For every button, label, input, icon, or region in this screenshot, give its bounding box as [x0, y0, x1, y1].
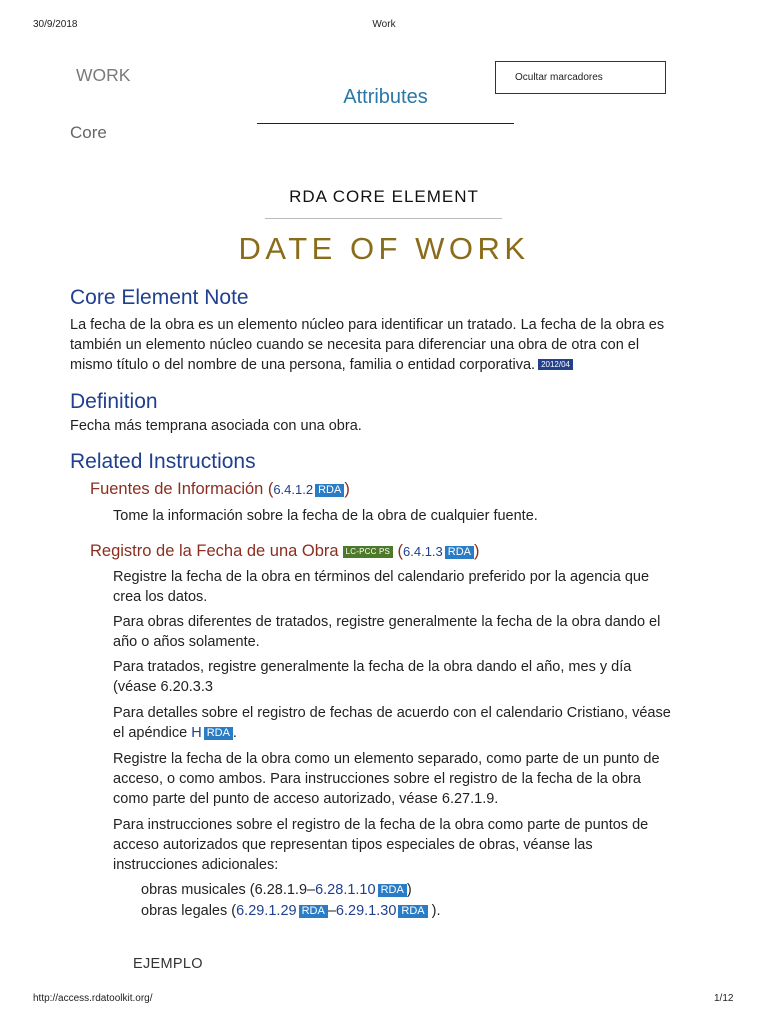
- rda-badge[interactable]: RDA: [378, 884, 407, 897]
- legal-prefix: obras legales (: [141, 903, 237, 919]
- recording-heading-row: [90, 542, 480, 561]
- lc-pcc-ps-badge[interactable]: LC-PCC PS: [343, 546, 393, 558]
- rda-badge[interactable]: RDA: [299, 905, 328, 918]
- recording-p6-line-3: instrucciones adicionales:: [113, 857, 279, 873]
- print-date: 30/9/2018: [33, 19, 78, 30]
- recording-p2-line-2: año o años solamente.: [113, 634, 260, 650]
- legal-ref-link-1[interactable]: 6.29.1.29: [236, 903, 297, 919]
- rda-badge[interactable]: RDA: [445, 546, 474, 559]
- sources-close-paren: ): [344, 480, 350, 498]
- music-ref-link[interactable]: 6.28.1.10: [315, 882, 376, 898]
- recording-open-paren: (: [397, 542, 404, 560]
- recording-p1-line-1: Registre la fecha de la obra en términos del calendario preferido por la agencia que: [113, 569, 650, 585]
- rda-badge[interactable]: RDA: [204, 727, 233, 740]
- recording-p6-line-2: acceso autorizados que representan tipos especiales de obras, véanse las: [113, 837, 593, 853]
- definition-text: Fecha más temprana asociada con una obra.: [70, 418, 362, 434]
- appendix-prefix: el apéndice: [113, 725, 188, 741]
- definition-heading: Definition: [70, 390, 158, 413]
- recording-p5-line-1: Registre la fecha de la obra como un elemento separado, como parte de un punto de: [113, 751, 660, 767]
- footer-page-number: 1/12: [714, 993, 734, 1004]
- recording-ref-link[interactable]: 6.4.1.3: [403, 544, 443, 559]
- core-note-line-2: también un elemento núcleo cuando se necesita para diferenciar una obra de otra con el: [70, 337, 640, 353]
- rda-badge[interactable]: RDA: [315, 484, 344, 497]
- footer-url: http://access.rdatoolkit.org/: [33, 993, 153, 1004]
- legal-end: ).: [427, 903, 441, 919]
- rda-badge[interactable]: RDA: [398, 905, 427, 918]
- appendix-h-link[interactable]: H: [191, 725, 202, 741]
- rda-core-element-label: RDA CORE ELEMENT: [289, 187, 479, 206]
- recording-p2-line-1: Para obras diferentes de tratados, registre generalmente la fecha de la obra dando el: [113, 614, 661, 630]
- legal-works-line: [141, 901, 441, 921]
- recording-p3-line-2: (véase 6.20.3.3: [113, 679, 213, 695]
- example-label: EJEMPLO: [133, 956, 203, 972]
- core-divider: [265, 218, 502, 219]
- sources-open-paren: (: [267, 480, 274, 498]
- related-instructions-heading: Related Instructions: [70, 450, 256, 473]
- core-label: Core: [70, 123, 107, 142]
- recording-p4-line-2: [113, 723, 237, 743]
- print-title: Work: [372, 19, 396, 30]
- sources-ref-link[interactable]: 6.4.1.2: [273, 482, 314, 497]
- core-note-line-1: La fecha de la obra es un elemento núcleo para identificar un tratado. La fecha de la obra es: [70, 317, 665, 333]
- page-title: DATE OF WORK: [238, 231, 530, 266]
- recording-p1-line-2: crea los datos.: [113, 589, 208, 605]
- music-prefix: obras musicales (6.28.1.9–: [141, 882, 316, 898]
- attributes-title[interactable]: Attributes: [343, 86, 428, 108]
- attributes-divider: [257, 123, 514, 124]
- core-note-line-3-text: mismo título o del nombre de una persona, familia o entidad corporativa.: [70, 357, 536, 373]
- recording-close-paren: ): [474, 542, 480, 560]
- date-badge[interactable]: 2012/04: [538, 359, 573, 370]
- recording-p6-line-1: Para instrucciones sobre el registro de la fecha de la obra como parte de puntos de: [113, 817, 649, 833]
- sources-heading-row: [90, 480, 350, 499]
- appendix-period: .: [232, 725, 237, 741]
- core-note-line-3: [70, 355, 573, 375]
- recording-p3-line-1: Para tratados, registre generalmente la fecha de la obra dando el año, mes y día: [113, 659, 632, 675]
- sources-text: Tome la información sobre la fecha de la obra de cualquier fuente.: [113, 508, 538, 524]
- recording-p5-line-3: como parte del punto de acceso autorizado, véase 6.27.1.9.: [113, 791, 499, 807]
- legal-dash: –: [327, 903, 336, 919]
- music-end: ): [406, 882, 412, 898]
- recording-p5-line-2: acceso, o como ambos. Para instrucciones sobre el registro de la fecha de la obra: [113, 771, 641, 787]
- recording-p4-line-1: Para detalles sobre el registro de fechas de acuerdo con el calendario Cristiano, véase: [113, 705, 671, 721]
- core-note-heading: Core Element Note: [70, 286, 249, 309]
- work-link[interactable]: WORK: [76, 65, 131, 85]
- hide-bookmarks-button[interactable]: Ocultar marcadores: [495, 61, 666, 94]
- legal-ref-link-2[interactable]: 6.29.1.30: [335, 903, 397, 919]
- music-works-line: [141, 880, 412, 900]
- sources-heading: Fuentes de Información: [90, 480, 264, 498]
- recording-heading: Registro de la Fecha de una Obra: [90, 542, 339, 560]
